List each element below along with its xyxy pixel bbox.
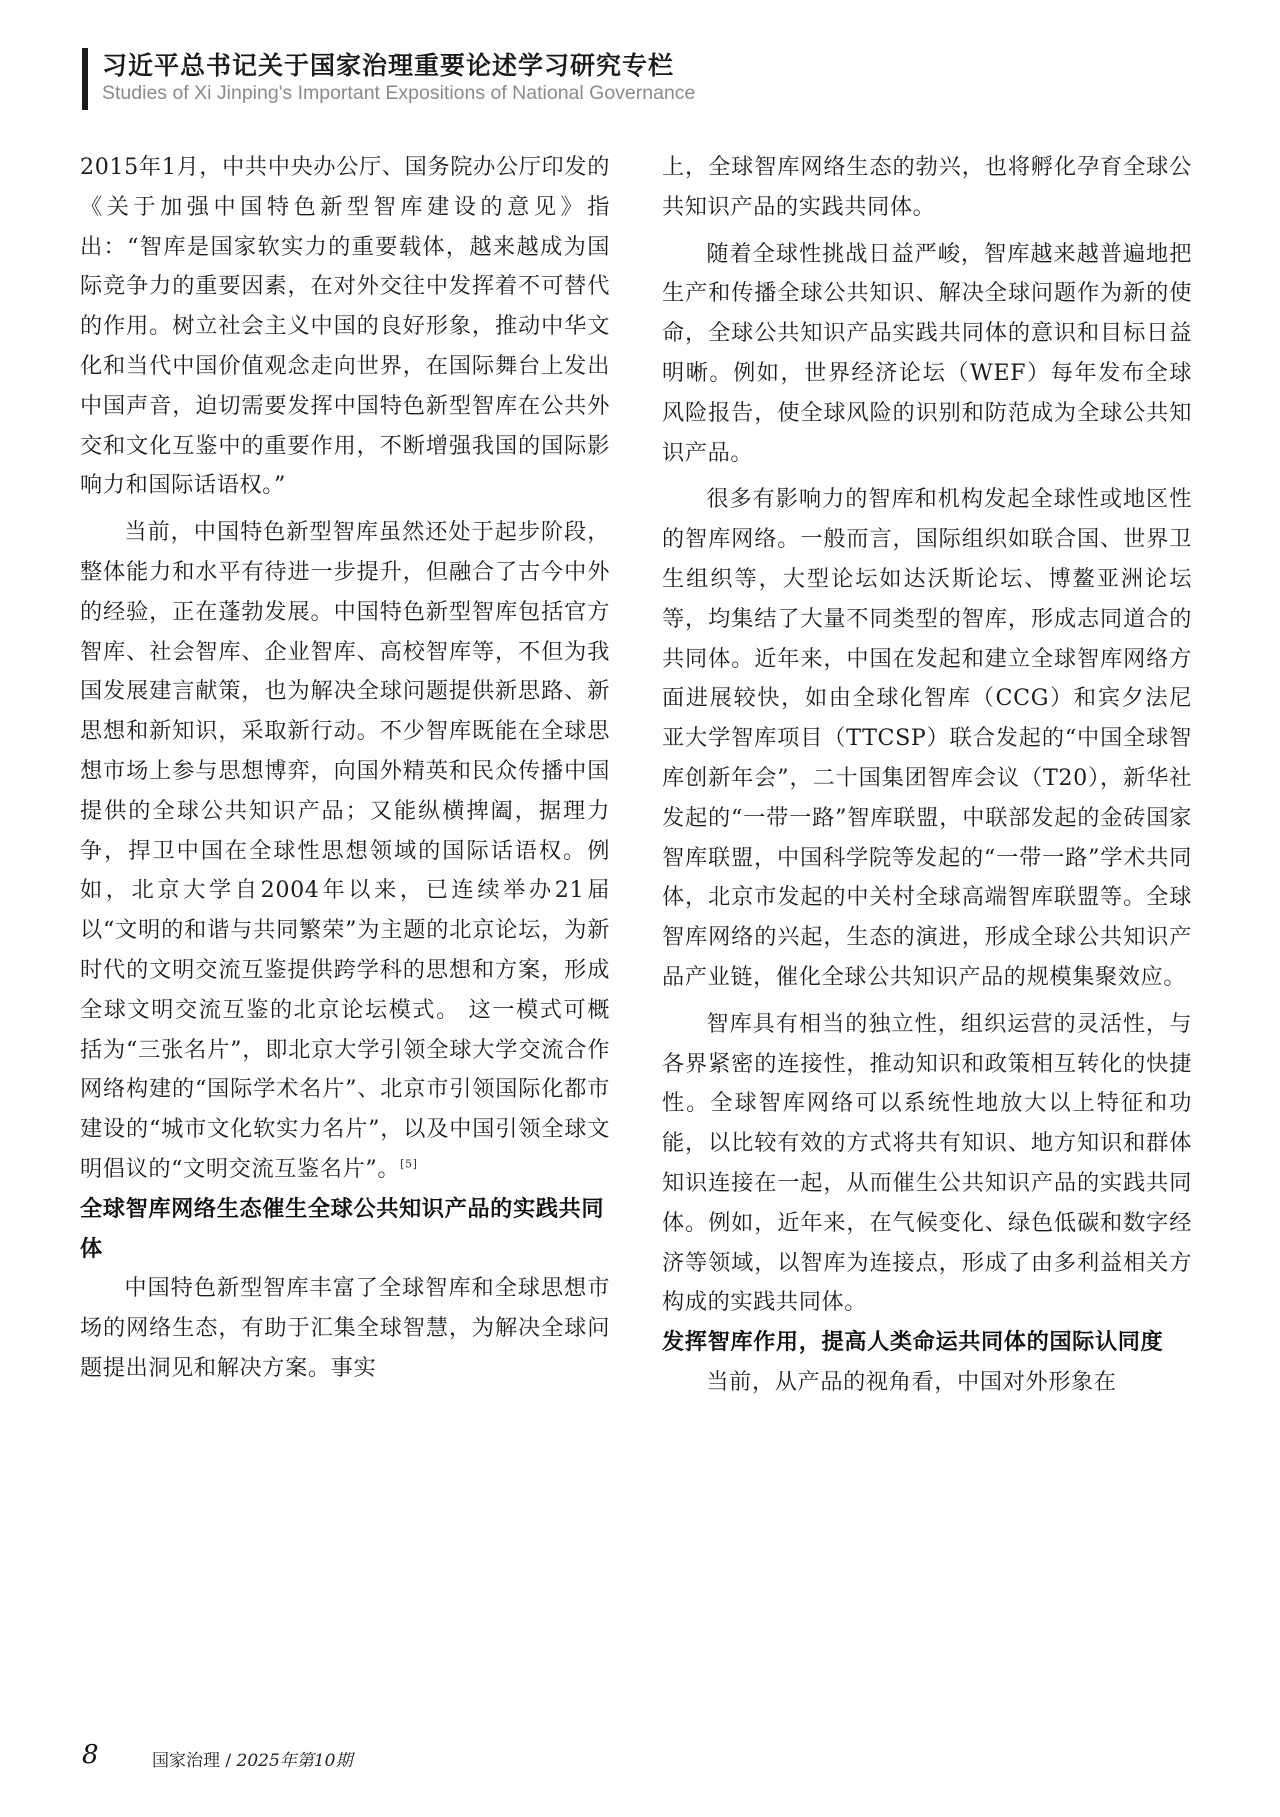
section-heading-international-recognition: 发挥智库作用，提高人类命运共同体的国际认同度 bbox=[662, 1329, 1164, 1356]
right-paragraph-4: 智库具有相当的独立性，组织运营的灵活性，与各界紧密的连接性，推动知识和政策相互转化的快捷性。全球智库网络可以系统性地放大以上特征和功能，以比较有效的方式将共有知识、地方知识和群体知识连接在一起，从而催生公共知识产品的实践共同体。例如，近年来，在气候变化、绿色低碳和数字经济等领域，以智库为连接点，形成了由多利益相关方构成的实践共同体。 bbox=[662, 1010, 1192, 1316]
footer-separator: / bbox=[225, 1751, 232, 1771]
header-accent-bar bbox=[82, 48, 88, 110]
running-header bbox=[82, 44, 982, 110]
journal-info bbox=[152, 1746, 352, 1771]
issue-label: 2025年第10期 bbox=[236, 1751, 353, 1771]
left-paragraph-2 bbox=[80, 513, 610, 1190]
left-paragraph-2-text: 当前，中国特色新型智库虽然还处于起步阶段，整体能力和水平有待进一步提升，但融合了古今中外的经验，正在蓬勃发展。中国特色新型智库包括官方智库、社会智库、企业智库、高校智库等，不但为我国发展建言献策，也为解决全球问题提供新思路、新思想和新知识，采取新行动。不少智库既能在全球思想市场上参与思想博弈，向国外精英和民众传播中国提供的全球公共知识产品；又能纵横捭阖，据理力争，捍卫中国在全球性思想领域的国际话语权。例如，北京大学自2004年以来，已连续举办21届以“文明的和谐与共同繁荣”为主题的北京论坛，为新时代的文明交流互鉴提供跨学科的思想和方案，形成全球文明交流互鉴的北京论坛模式。 这一模式可概括为“三张名片”，即北京大学引领全球大学交流合作网络构建的“国际学术名片”、北京市引领国际化都市建设的“城市文化软实力名片”，以及中国引领全球文明倡议的“文明交流互鉴名片”。 bbox=[80, 519, 610, 1182]
left-column bbox=[80, 148, 610, 1389]
left-paragraph-1: 2015年1月，中共中央办公厅、国务院办公厅印发的《关于加强中国特色新型智库建设的意见》指出：“智库是国家软实力的重要载体，越来越成为国际竞争力的重要因素，在对外交往中发挥着不可替代的作用。树立社会主义中国的良好形象，推动中华文化和当代中国价值观念走向世界，在国际舞台上发出中国声音，迫切需要发挥中国特色新型智库在公共外交和文化互鉴中的重要作用，不断增强我国的国际影响力和国际话语权。” bbox=[80, 154, 610, 499]
right-paragraph-5: 当前，从产品的视角看，中国对外形象在 bbox=[706, 1368, 1117, 1395]
left-paragraph-3: 中国特色新型智库丰富了全球智库和全球思想市场的网络生态，有助于汇集全球智慧，为解决全球问题提出洞见和解决方案。事实 bbox=[80, 1275, 610, 1381]
citation-marker: [5] bbox=[400, 1157, 418, 1171]
column-title-en: Studies of Xi Jinping's Important Expositions of National Governance bbox=[102, 82, 696, 104]
right-paragraph-3: 很多有影响力的智库和机构发起全球性或地区性的智库网络。一般而言，国际组织如联合国、世界卫生组织等，大型论坛如达沃斯论坛、博鳌亚洲论坛等，均集结了大量不同类型的智库，形成志同道合的共同体。近年来，中国在发起和建立全球智库网络方面进展较快，如由全球化智库（CCG）和宾夕法尼亚大学智库项目（TTCSP）联合发起的“中国全球智库创新年会”，二十国集团智库会议（T20），新华社发起的“一带一路”智库联盟，中联部发起的金砖国家智库联盟，中国科学院等发起的“一带一路”学术共同体，北京市发起的中关村全球高端智库联盟等。全球智库网络的兴起，生态的演进，形成全球公共知识产品产业链，催化全球公共知识产品的规模集聚效应。 bbox=[662, 486, 1192, 990]
right-paragraph-1: 上，全球智库网络生态的勃兴，也将孵化孕育全球公共知识产品的实践共同体。 bbox=[662, 154, 1192, 220]
journal-name: 国家治理 bbox=[152, 1751, 220, 1771]
column-title-cn: 习近平总书记关于国家治理重要论述学习研究专栏 bbox=[102, 51, 675, 80]
right-column bbox=[662, 148, 1192, 1403]
right-paragraph-2: 随着全球性挑战日益严峻，智库越来越普遍地把生产和传播全球公共知识、解决全球问题作为新的使命，全球公共知识产品实践共同体的意识和目标日益明晰。例如，世界经济论坛（WEF）每年发布全球风险报告，使全球风险的识别和防范成为全球公共知识产品。 bbox=[662, 240, 1192, 466]
section-heading-think-tank-network: 全球智库网络生态催生全球公共知识产品的实践共同体 bbox=[80, 1195, 605, 1262]
page-number: 8 bbox=[82, 1740, 99, 1770]
